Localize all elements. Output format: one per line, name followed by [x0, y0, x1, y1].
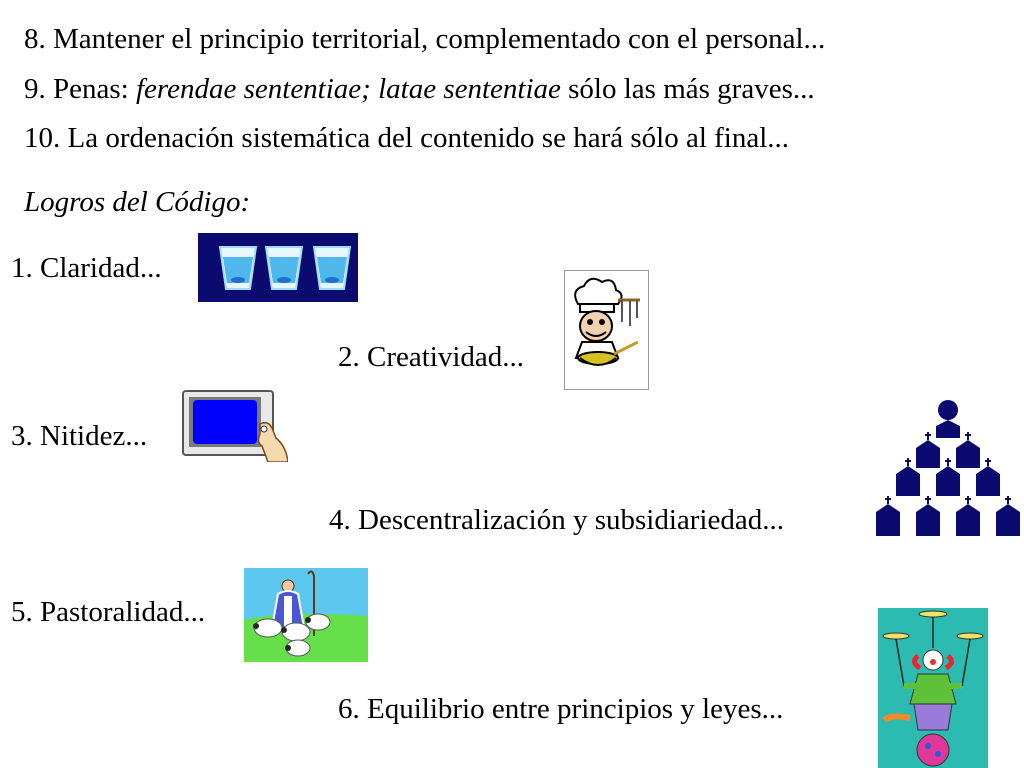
point-9-latin: ferendae sententiae; latae sententiae — [135, 73, 561, 105]
point-9 — [24, 75, 815, 104]
point-10: 10. La ordenación sistemática del contenido se hará sólo al final... — [24, 122, 790, 154]
logro-6-label: 6. Equilibrio entre principios y leyes... — [338, 693, 784, 725]
logro-1-label: 1. Claridad... — [11, 252, 162, 284]
churches-pyramid-icon — [874, 398, 1022, 538]
tv-screen-hand-icon — [182, 390, 288, 462]
logro-5-label: 5. Pastoralidad... — [11, 596, 206, 628]
logro-2-label: 2. Creatividad... — [338, 341, 525, 373]
point-9-prefix: 9. Penas: — [24, 73, 136, 105]
logro-3-label: 3. Nitidez... — [11, 420, 148, 452]
shepherd-sheep-icon — [244, 568, 368, 662]
juggling-clown-icon — [878, 608, 988, 768]
chef-cooking-icon — [564, 270, 649, 390]
point-9-suffix: sólo las más graves... — [560, 73, 815, 105]
point-8: 8. Mantener el principio territorial, complementado con el personal... — [24, 23, 826, 55]
logro-4-label: 4. Descentralización y subsidiariedad... — [329, 504, 784, 536]
logros-heading: Logros del Código: — [24, 186, 251, 218]
water-glasses-icon — [198, 233, 358, 302]
